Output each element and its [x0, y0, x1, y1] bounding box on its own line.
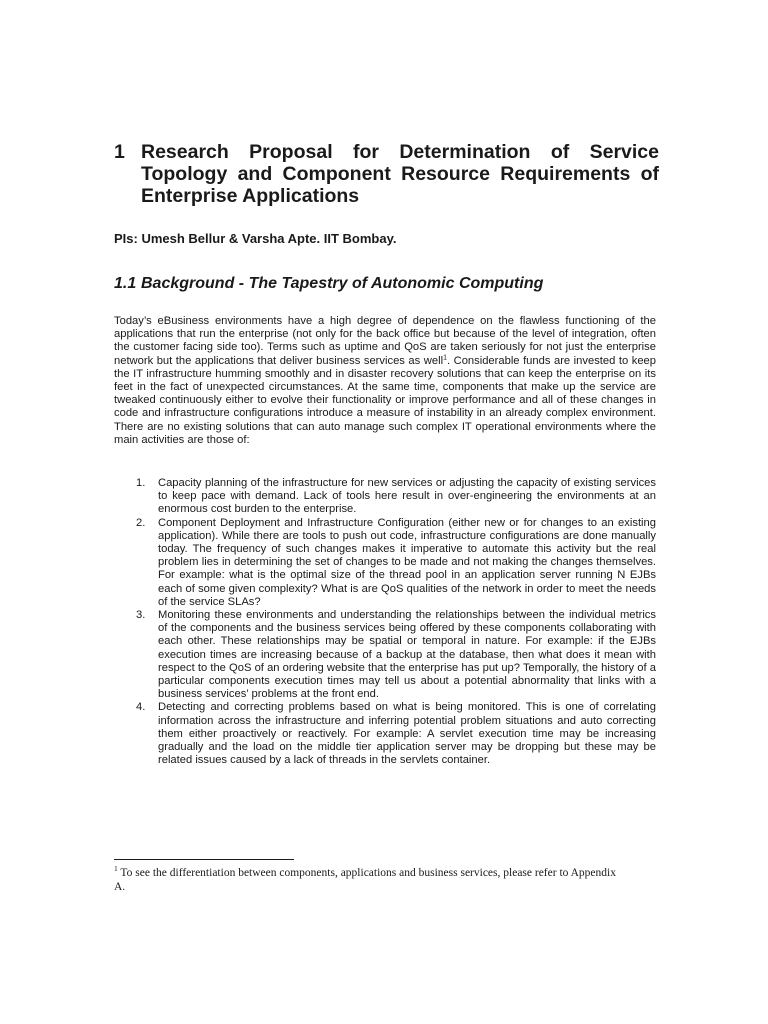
footnote-text: To see the differentiation between components, applications and business services, please refer to Appendix A. [114, 867, 616, 893]
footnote-marker: 1 [114, 864, 118, 874]
section-heading [114, 274, 543, 294]
list-item [114, 609, 656, 701]
title-number: 1 [114, 141, 125, 163]
list-item-number: 2. [136, 516, 146, 529]
list-item [114, 517, 656, 609]
list-item-number: 3. [136, 609, 146, 622]
list-item-number: 1. [136, 477, 146, 489]
list-item-number: 4. [136, 701, 146, 714]
list-item-text: Component Deployment and Infrastructure Configuration (either new or for changes to an existing application). While there are tools to push out code, infrastructure configurations are done manually today. The frequency of such changes makes it imperative to automate this activity but the real problem lies in determining the set of changes to be made and not making the changes themselves. For example: what is the optimal size of the thread pool in an application server running N EJBs each of some given complexity? What is are QoS qualities of the network in order to meet the needs of the service SLAs? [158, 516, 656, 608]
title-text: Research Proposal for Determination of Service Topology and Component Resource Requirements of Enterprise Applications [141, 141, 659, 207]
section-number: 1.1 [114, 275, 137, 292]
footnote [114, 866, 624, 894]
activities-list [114, 477, 656, 767]
list-item [114, 477, 656, 517]
document-title [114, 141, 659, 207]
section-title: Background - The Tapestry of Autonomic Computing [141, 275, 544, 292]
principal-investigators: PIs: Umesh Bellur & Varsha Apte. IIT Bombay. [114, 231, 397, 246]
paragraph-text-after-ref: . Considerable funds are invested to keep the IT infrastructure humming smoothly and in disaster recovery solutions that can keep the enterprise on its feet in the fact of unexpected circumstances. At the same time, components that make up the service are tweaked continuously either to evolve their functionality or improve performance and all of these changes in code and infrastructure configurations introduce a measure of instability in an already complex environment. There are no existing solutions that can auto manage such complex IT operational environments where the main activities are those of: [114, 354, 656, 446]
list-item-text: Monitoring these environments and understanding the relationships between the individual metrics of the components and the business services being offered by these components collaborating with each other. These relationships may be spatial or temporal in nature. For example: if the EJBs execution times are increasing because of a backup at the database, then what does it mean with respect to the QoS of an ordering website that the enterprise has put up? Temporally, the history of a particular components execution times may tell us about a potential abnormality that links with a business services’ problems at the front end. [158, 609, 656, 701]
list-item [114, 701, 656, 767]
list-item-text: Detecting and correcting problems based on what is being monitored. This is one of correlating information across the infrastructure and inferring potential problem situations and auto correcting them either proactively or reactively. For example: A servlet execution time may be increasing gradually and the load on the middle tier application server may be dropping but these may be related issues caused by a lack of threads in the servlets container. [158, 701, 656, 767]
background-paragraph [114, 315, 656, 447]
footnote-divider [114, 859, 294, 860]
footnote-reference: 1 [443, 353, 447, 361]
list-item-text: Capacity planning of the infrastructure for new services or adjusting the capacity of existing services to keep pace with demand. Lack of tools here result in over-engineering the environments at an enormous cost burden to the enterprise. [158, 477, 656, 516]
paragraph-text-before-ref: Today’s eBusiness environments have a high degree of dependence on the flawless functioning of the applications that run the enterprise (not only for the back office but because of the level of integration, often the customer facing side too). Terms such as uptime and QoS are taken seriously for not just the enterprise network but the applications that deliver business services as well [114, 315, 656, 367]
